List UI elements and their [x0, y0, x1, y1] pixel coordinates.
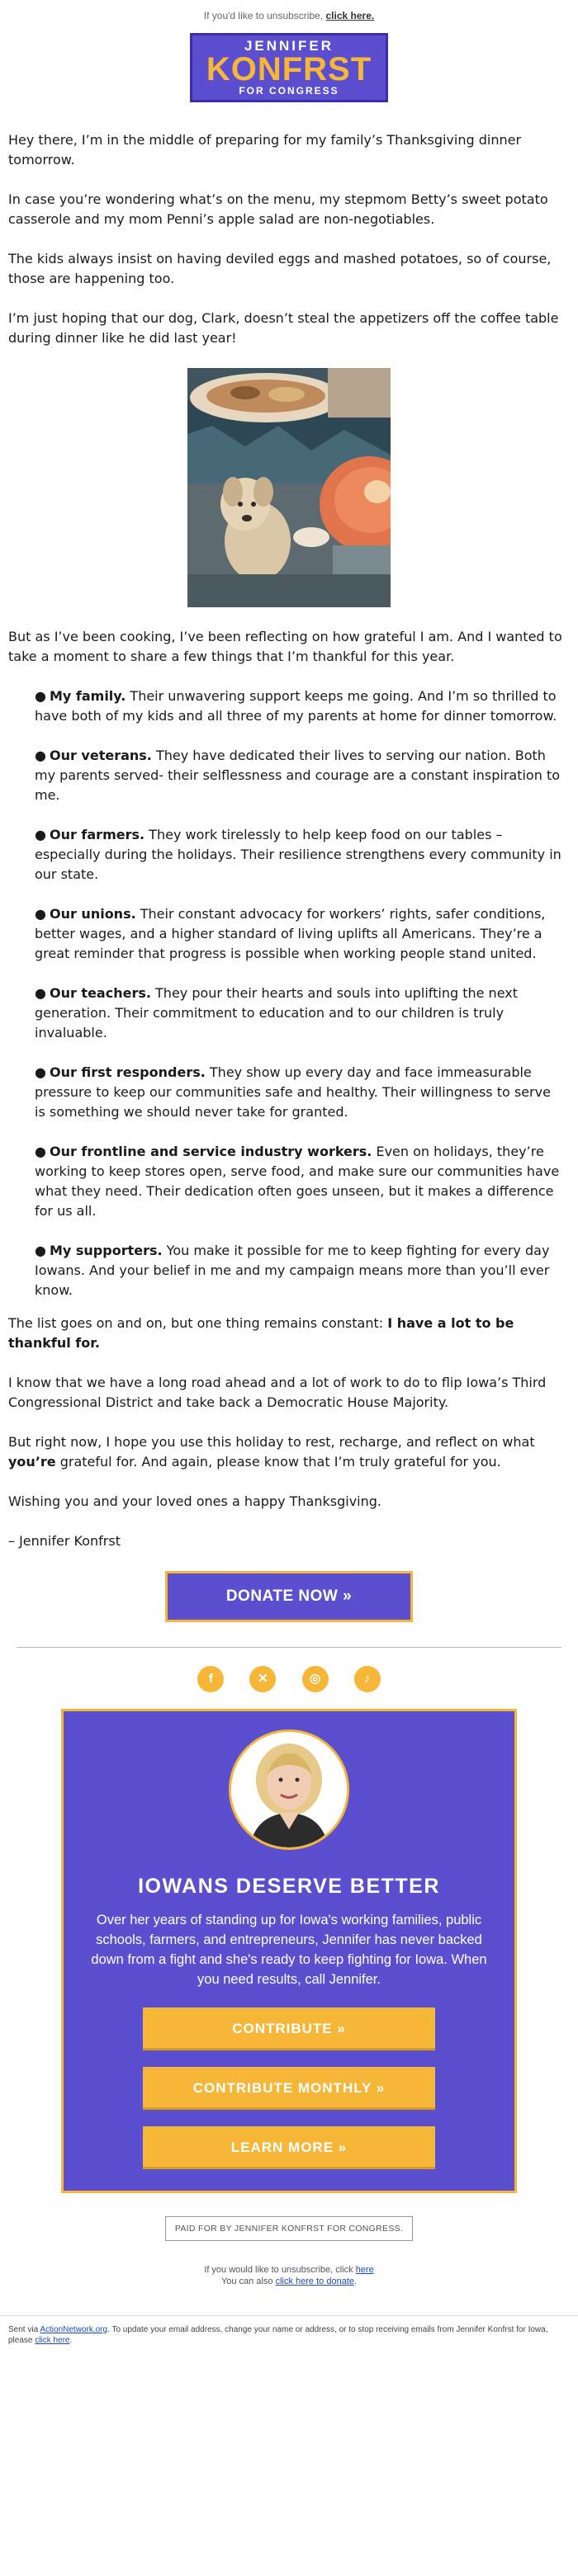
- list-item: [35, 904, 561, 964]
- list-item-heading: Our veterans.: [49, 748, 152, 763]
- footer-links: [0, 2264, 578, 2287]
- list-item-text: They pour their hearts and souls into uplifting the next generation. Their commitment to education and to our children is truly invaluable.: [35, 985, 518, 1040]
- list-item: [35, 686, 561, 726]
- manage-subscription-link[interactable]: click here: [35, 2336, 70, 2345]
- intro-paragraph-4: I’m just hoping that our dog, Clark, doesn’t steal the appetizers off the coffee table during dinner like he did last year!: [8, 310, 559, 346]
- bullet-icon: ●: [35, 985, 46, 1001]
- card-description: Over her years of standing up for Iowa's working families, public schools, farmers, and entrepreneurs, Jennifer has never backed down from a fight and she's ready to keep fighting for Iowa. When you need results, call Jennifer.: [91, 1913, 487, 1987]
- closing-text: The list goes on and on, but one thing remains constant:: [8, 1315, 388, 1331]
- top-unsubscribe-text: If you'd like to unsubscribe,: [203, 10, 324, 21]
- closing-emphasis: I have a lot to be thankful for.: [8, 1315, 514, 1351]
- gratitude-list: [26, 686, 570, 1300]
- campaign-logo[interactable]: [190, 33, 388, 102]
- list-item-text: Even on holidays, they’re working to keep stores open, serve food, and make sure our communities have what they need. Their dedication often goes unseen, but it makes a difference for us all.: [35, 1144, 560, 1219]
- list-item-heading: Our farmers.: [49, 827, 145, 842]
- bullet-icon: ●: [35, 748, 46, 763]
- footer-donate-line: [0, 2276, 578, 2287]
- list-item-heading: My supporters.: [49, 1243, 163, 1258]
- facebook-icon[interactable]: f: [197, 1666, 224, 1692]
- candidate-card: [61, 1709, 517, 2193]
- top-unsubscribe-line: [0, 0, 578, 26]
- logo-first-name: JENNIFER: [244, 38, 334, 54]
- list-item-text: They have dedicated their lives to serving our nation. Both my parents served- their selflessness and courage are a constant inspiration to me.: [35, 748, 560, 803]
- closing-paragraph-4: Wishing you and your loved ones a happy Thanksgiving.: [8, 1493, 381, 1509]
- section-divider: [17, 1647, 561, 1648]
- bullet-icon: ●: [35, 688, 46, 704]
- list-item-heading: Our first responders.: [49, 1064, 206, 1080]
- candidate-avatar: [229, 1729, 349, 1850]
- instagram-icon[interactable]: ◎: [302, 1666, 329, 1692]
- list-item: [35, 746, 561, 805]
- action-network-link[interactable]: ActionNetwork.org: [40, 2325, 108, 2334]
- list-item: [35, 825, 561, 885]
- list-item-heading: Our unions.: [49, 906, 136, 922]
- list-item-heading: Our frontline and service industry workers.: [49, 1144, 372, 1159]
- closing-section: [0, 1314, 578, 1551]
- photo-illustration: [187, 368, 391, 607]
- avatar-illustration: [231, 1732, 347, 1847]
- list-item-heading: My family.: [49, 688, 126, 704]
- closing-emphasis: you’re: [8, 1454, 56, 1470]
- footer-unsubscribe-link[interactable]: here: [355, 2265, 374, 2275]
- closing-text: But right now, I hope you use this holiday to rest, recharge, and reflect on what: [8, 1434, 535, 1450]
- sent-via-text: Sent via: [8, 2325, 40, 2334]
- list-item: [35, 1241, 561, 1300]
- logo-tagline: FOR CONGRESS: [239, 85, 339, 97]
- bullet-icon: ●: [35, 1144, 46, 1159]
- footer-unsubscribe-line: [0, 2264, 578, 2276]
- list-item-text: Their unwavering support keeps me going. And I’m so thrilled to have both of my kids and all three of my parents at home for dinner tomorrow.: [35, 688, 557, 724]
- list-item-text: They show up every day and face immeasurable pressure to keep our communities safe and healthy. Their willingness to serve is something we should never take for granted.: [35, 1064, 551, 1120]
- social-links: [0, 1666, 578, 1694]
- list-item-heading: Our teachers.: [49, 985, 151, 1001]
- sent-via-text: . To update your email address, change your name or address, or to stop receiving emails from Jennifer Konfrst for Iowa, please: [8, 2325, 548, 2345]
- x-twitter-icon[interactable]: ✕: [249, 1666, 276, 1692]
- closing-paragraph-2: I know that we have a long road ahead and a lot of work to do to flip Iowa’s Third Congressional District and take back a Democratic House Majority.: [8, 1375, 547, 1410]
- reflection-paragraph: But as I’ve been cooking, I’ve been reflecting on how grateful I am. And I wanted to take a moment to share a few things that I’m thankful for this year.: [8, 629, 562, 664]
- contribute-button[interactable]: CONTRIBUTE »: [143, 2007, 435, 2050]
- intro-paragraph-1: Hey there, I’m in the middle of preparing for my family’s Thanksgiving dinner tomorrow.: [8, 132, 522, 167]
- letter-body: [0, 130, 578, 667]
- intro-paragraph-2: In case you’re wondering what’s on the menu, my stepmom Betty’s sweet potato casserole and my mom Penni’s apple salad are non-negotiables.: [8, 191, 548, 227]
- thanksgiving-dog-photo: [187, 368, 391, 607]
- list-item-text: Their constant advocacy for workers’ rights, safer conditions, better wages, and a higher standard of living uplifts all Americans. They’re a great reminder that progress is possible when working people stand united.: [35, 906, 546, 961]
- donate-section: [0, 1571, 578, 1622]
- closing-text: grateful for. And again, please know that I’m truly grateful for you.: [55, 1454, 501, 1470]
- bullet-icon: ●: [35, 906, 46, 922]
- tiktok-icon[interactable]: ♪: [354, 1666, 381, 1692]
- bullet-icon: ●: [35, 1064, 46, 1080]
- top-unsubscribe-link[interactable]: click here.: [325, 10, 375, 21]
- sent-via-notice: [0, 2315, 578, 2346]
- footer-donate-text: You can also: [220, 2276, 276, 2286]
- footer-donate-link[interactable]: click here to donate: [275, 2276, 354, 2286]
- logo-last-name: KONFRST: [206, 51, 372, 87]
- card-heading: IOWANS DESERVE BETTER: [138, 1875, 440, 1898]
- closing-paragraph-3: [8, 1432, 570, 1472]
- list-item: [35, 984, 561, 1043]
- intro-paragraph-3: The kids always insist on having deviled eggs and mashed potatoes, so of course, those are happening too.: [8, 251, 552, 286]
- paid-for-disclaimer: PAID FOR BY JENNIFER KONFRST FOR CONGRESS.: [165, 2216, 413, 2241]
- list-item-text: You make it possible for me to keep fighting for every day Iowans. And your belief in me and my campaign means more than you’ll ever know.: [35, 1243, 550, 1298]
- bullet-icon: ●: [35, 827, 46, 842]
- contribute-monthly-button[interactable]: CONTRIBUTE MONTHLY »: [143, 2067, 435, 2110]
- learn-more-button[interactable]: LEARN MORE »: [143, 2126, 435, 2169]
- list-item-text: They work tirelessly to help keep food on our tables – especially during the holidays. Their resilience strengthens every community in our state.: [35, 827, 561, 882]
- footer-donate-period: .: [353, 2276, 358, 2286]
- donate-now-button[interactable]: DONATE NOW »: [165, 1571, 413, 1622]
- list-item: [35, 1142, 561, 1221]
- list-item: [35, 1063, 561, 1122]
- footer-unsubscribe-text: If you would like to unsubscribe, click: [204, 2265, 356, 2275]
- sent-via-text: .: [69, 2336, 73, 2345]
- signature: – Jennifer Konfrst: [8, 1533, 121, 1549]
- closing-paragraph-1: [8, 1314, 570, 1353]
- bullet-icon: ●: [35, 1243, 46, 1258]
